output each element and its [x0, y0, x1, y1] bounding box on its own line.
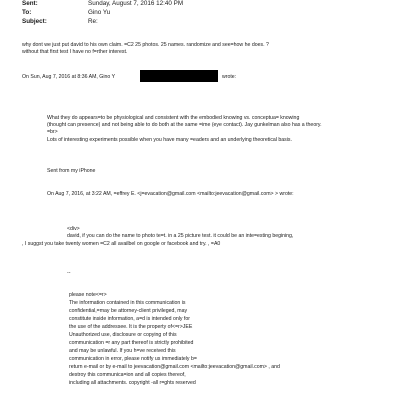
- note-line-2: The information contained in this communication is: [69, 300, 186, 306]
- quote2-intro: On Aug 7, 2016, at 3:22 AM, =effrey E. <j=evacation@gmail.com <mailto:jeevacation@gmail.com> > wrote:: [47, 191, 294, 197]
- note-line-7: communication =r any part thereof is strictly prohibited: [69, 340, 194, 346]
- note-line-3: confidential,=may be attorney-client privileged, may: [69, 308, 188, 314]
- note-line-6: Unauthorized use, disclosure or copying of this: [69, 332, 177, 338]
- gino-line-1: What they do appears=to be physiological and consistent with the embodied knowing vs. conceptua= knowing: [47, 115, 300, 121]
- note-line-5: the use of the addressee. It is the property of<=r>JEE: [69, 324, 193, 330]
- sent-from-iphone: Sent from my iPhone: [47, 168, 96, 174]
- gino-line-4: Lots of interesting experiments possible when you have many =eaders and an underlying theoretical basis.: [47, 137, 292, 143]
- note-line-10: return e-mail or by e-mail to jeevacation@gmail.com <mailto:jeevacation@gmail.com> , and: [69, 364, 280, 370]
- david-line-2: , I suggst you take twenty women =C2 all availbel on google or facebook and try. , =A0: [22, 241, 221, 247]
- gino-line-3: =br>: [47, 129, 58, 135]
- note-line-11: destroy this communica=ion and all copies thereof,: [69, 372, 186, 378]
- redaction-block: [140, 70, 218, 82]
- david-line-1: david, if you can do the name to photo te=t. in a 25 picture test. it could be an inte=esting begining,: [67, 233, 294, 239]
- subject-value: Re:: [88, 18, 98, 25]
- to-label: To:: [22, 9, 32, 16]
- note-line-8: and may be unlawful. If you h=ve received this: [69, 348, 176, 354]
- subject-label: Subject:: [22, 18, 47, 25]
- div-tag: <div>: [67, 226, 80, 232]
- note-line-1: please note<=r>: [69, 292, 107, 298]
- note-line-12: including all attachments. copyright -all r=ghts reserved: [69, 380, 196, 386]
- reply-line-2: without that first test I have no f=rther interest.: [22, 49, 128, 55]
- to-row: [22, 9, 110, 16]
- subject-row: [22, 18, 98, 25]
- sent-label: Sent:: [22, 0, 38, 7]
- quote1-intro-wrote: wrote:: [222, 74, 237, 80]
- reply-line-1: why dont we just put david to his own claim. =C2 25 photos. 25 names. randomize and see=how he does. ?: [22, 42, 269, 48]
- note-line-4: constitute inside information, a=d is intended only for: [69, 316, 190, 322]
- quote1-intro: On Sun, Aug 7, 2016 at 8:36 AM, Gino Y: [22, 74, 116, 80]
- note-line-9: communication in error, please notify us immediately b=: [69, 356, 197, 362]
- sent-row: [22, 0, 183, 7]
- gino-line-2: (thought can presence) and not being able to do both at the same =ime (eye contact). Jay gunkelman also has a theory.: [47, 122, 322, 128]
- sent-value: Sunday, August 7, 2016 12:40 PM: [88, 0, 184, 7]
- to-value: Gino Yu: [88, 9, 111, 16]
- dashes: --: [67, 270, 71, 276]
